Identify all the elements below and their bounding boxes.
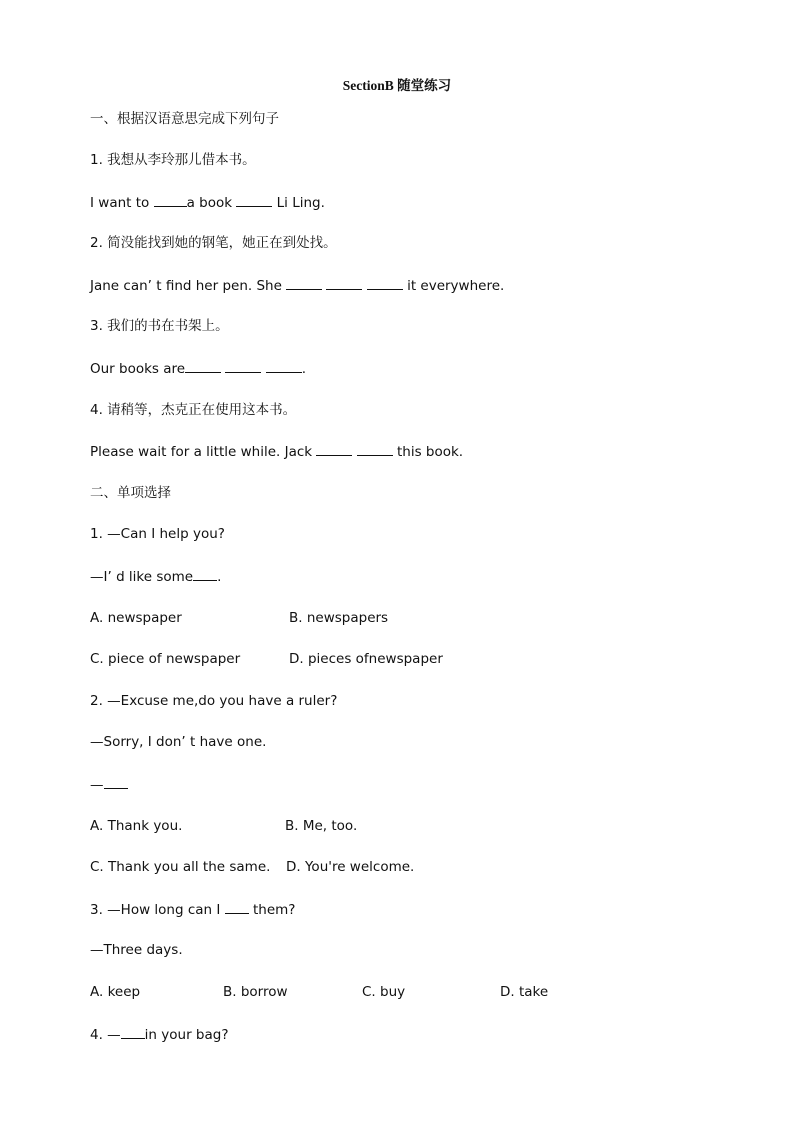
- text-segment: Please wait for a little while. Jack: [90, 444, 317, 460]
- part2-q2-option-c[interactable]: C. Thank you all the same.: [90, 859, 271, 875]
- answer-blank[interactable]: [225, 900, 249, 914]
- part2-q3-option-b[interactable]: B. borrow: [223, 984, 288, 1000]
- part2-heading: 二、单项选择: [90, 485, 171, 501]
- part1-heading: 一、根据汉语意思完成下列句子: [90, 111, 279, 127]
- part1-q4-english: [90, 442, 463, 461]
- answer-blank[interactable]: [185, 359, 221, 373]
- text-segment: I want to: [90, 195, 154, 211]
- text-segment: 4. —: [90, 1027, 121, 1043]
- part1-q2-english: [90, 276, 504, 295]
- part2-q2-line1: 2. —Excuse me,do you have a ruler?: [90, 693, 338, 709]
- text-segment: Li Ling.: [272, 195, 325, 211]
- part1-q1-english: [90, 193, 325, 212]
- answer-blank[interactable]: [193, 567, 217, 581]
- text-segment: a book: [186, 195, 237, 211]
- answer-blank[interactable]: [121, 1025, 145, 1039]
- answer-blank[interactable]: [367, 276, 403, 290]
- text-segment: .: [301, 361, 306, 377]
- part2-q3-option-a[interactable]: A. keep: [90, 984, 141, 1000]
- part2-q2-line2: —Sorry, I don’ t have one.: [90, 734, 267, 750]
- answer-blank[interactable]: [357, 442, 393, 456]
- text-segment: it everywhere.: [402, 278, 505, 294]
- part2-q1-option-c[interactable]: C. piece of newspaper: [90, 651, 241, 667]
- part2-q3-option-d[interactable]: D. take: [500, 984, 549, 1000]
- answer-blank[interactable]: [154, 193, 187, 207]
- part2-q2-option-b[interactable]: B. Me, too.: [285, 818, 358, 834]
- part2-q2-option-d[interactable]: D. You're welcome.: [286, 859, 415, 875]
- part1-q2-chinese: 2. 简没能找到她的钢笔，她正在到处找。: [90, 235, 337, 251]
- part1-q3-english: [90, 359, 306, 378]
- page-title: SectionB 随堂练习: [342, 78, 452, 93]
- text-segment: this book.: [392, 444, 464, 460]
- part2-q1-option-d[interactable]: D. pieces ofnewspaper: [289, 651, 443, 667]
- part1-q1-chinese: 1. 我想从李玲那儿借本书。: [90, 152, 256, 168]
- text-segment: .: [217, 569, 222, 585]
- part2-q1-option-a[interactable]: A. newspaper: [90, 610, 182, 626]
- part2-q3-option-c[interactable]: C. buy: [362, 984, 406, 1000]
- part2-q3-line2: —Three days.: [90, 942, 183, 958]
- text-segment: Our books are: [90, 361, 186, 377]
- answer-blank[interactable]: [266, 359, 302, 373]
- part1-q3-chinese: 3. 我们的书在书架上。: [90, 318, 229, 334]
- part2-q2-option-a[interactable]: A. Thank you.: [90, 818, 183, 834]
- part2-q1-option-b[interactable]: B. newspapers: [289, 610, 389, 626]
- answer-blank[interactable]: [326, 276, 362, 290]
- answer-blank[interactable]: [236, 193, 272, 207]
- text-segment: Jane can’ t find her pen. She: [90, 278, 287, 294]
- part2-q1-line2: [90, 567, 221, 586]
- answer-blank[interactable]: [225, 359, 261, 373]
- text-segment: —: [90, 777, 104, 793]
- text-segment: in your bag?: [144, 1027, 229, 1043]
- text-segment: 3. —How long can I: [90, 902, 225, 918]
- answer-blank[interactable]: [286, 276, 322, 290]
- part2-q2-line3: [90, 775, 128, 794]
- part2-q1-line1: 1. —Can I help you?: [90, 526, 225, 542]
- part1-q4-chinese: 4. 请稍等，杰克正在使用这本书。: [90, 402, 297, 418]
- part2-q4-line1: [90, 1025, 229, 1044]
- answer-blank[interactable]: [316, 442, 352, 456]
- text-segment: —I’ d like some: [90, 569, 194, 585]
- answer-blank[interactable]: [104, 775, 128, 789]
- text-segment: them?: [248, 902, 296, 918]
- part2-q3-line1: [90, 900, 295, 919]
